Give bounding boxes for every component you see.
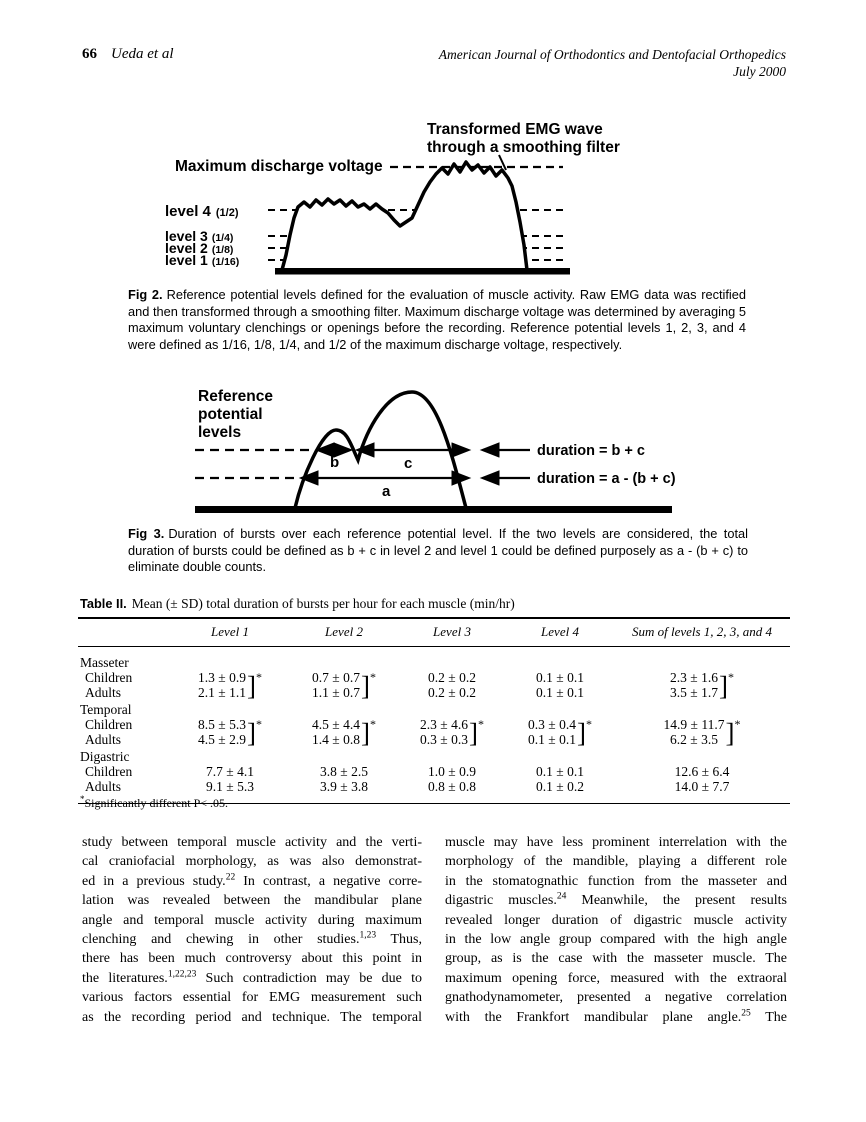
label-b: b bbox=[330, 454, 340, 471]
text-line: as the recording period and technique. The temporal bbox=[82, 1009, 422, 1025]
text-line: ed in a previous study.$^{22}$ In contrast, a negative corre- bbox=[82, 872, 422, 889]
fig3-caption-text: Duration of bursts over each reference potential level. If the two levels are considered, the total duration of bursts could be defined as b + c in level 2 and level 1 could be defined purposely as a - (b + c) to eliminate double counts. bbox=[128, 526, 748, 575]
fig3-caption-label: Fig 3. bbox=[128, 526, 165, 541]
table-row-digastric bbox=[78, 765, 790, 794]
text-line: various factors essential for EMG measurement such bbox=[82, 990, 422, 1006]
label-c: c bbox=[404, 455, 413, 472]
table-cell: 14.9 ± 11.7 6.2 ± 3.5 ] * bbox=[663, 716, 741, 748]
level2-label: level 2 (1/8) bbox=[165, 240, 234, 256]
significance-bracket: ] * bbox=[576, 716, 592, 748]
table-cell: 0.1 ± 0.1 0.1 ± 0.2 bbox=[536, 764, 584, 794]
column-header-level4: Level 4 bbox=[541, 624, 579, 639]
page-number: 66 bbox=[82, 46, 97, 62]
significance-bracket: ] * bbox=[725, 716, 741, 748]
table-cell: 2.3 ± 1.6 3.5 ± 1.7 ] * bbox=[670, 669, 734, 701]
running-author: Ueda et al bbox=[111, 46, 174, 62]
duration-top-label: duration = b + c bbox=[537, 443, 645, 459]
fig3-baseline bbox=[195, 506, 672, 513]
table-cell: 1.3 ± 0.9 2.1 ± 1.1 ] * bbox=[198, 669, 262, 701]
fig3-axis-label-line3: levels bbox=[198, 424, 242, 441]
fig2-caption-text: Reference potential levels defined for the evaluation of muscle activity. Raw EMG data was rectified and then transformed through a smoothing filter. Maximum discharge voltage was determined by averaging 5 maximum voluntary clenchings or openings before the recording. Reference potential levels 1, 2, 3, and 4 were defined as 1/16, 1/8, 1/4, and 1/2 of the maximum discharge voltage, respectively. bbox=[128, 287, 747, 352]
table-cell: 0.7 ± 0.7 1.1 ± 0.7 ] * bbox=[312, 669, 376, 701]
table-2 bbox=[78, 617, 790, 804]
label-a: a bbox=[382, 483, 391, 500]
significance-bracket: ] * bbox=[246, 669, 262, 701]
fig2-max-label: Maximum discharge voltage bbox=[175, 158, 383, 175]
table-cell: 1.0 ± 0.9 0.8 ± 0.8 bbox=[428, 764, 476, 794]
fig2-caption-label: Fig 2. bbox=[128, 287, 163, 302]
muscle-group-label-temporal: Temporal bbox=[80, 702, 132, 717]
text-line: cal craniofacial morphology, as was also demonstrat- bbox=[82, 854, 422, 870]
table-cell: 4.5 ± 4.4 1.4 ± 0.8 ] * bbox=[312, 716, 376, 748]
fig3-diagram bbox=[190, 383, 690, 525]
text-line: in the low angle group compared with the high angle bbox=[445, 932, 787, 948]
table-cell: 12.6 ± 6.4 14.0 ± 7.7 bbox=[674, 764, 730, 794]
table-row-temporal bbox=[78, 718, 790, 747]
table-cell: 0.1 ± 0.1 0.1 ± 0.1 bbox=[536, 670, 584, 700]
text-line: morphology of the mandible, playing a different role bbox=[445, 854, 787, 870]
journal-title: American Journal of Orthodontics and Dentofacial Orthopedics bbox=[438, 47, 786, 62]
fig2-baseline bbox=[275, 268, 570, 275]
text-line: maximum opening force, measured with the extraoral bbox=[445, 970, 787, 986]
table-row-masseter bbox=[78, 671, 790, 700]
body-right-column bbox=[445, 833, 787, 1027]
table-cell: 8.5 ± 5.3 4.5 ± 2.9 ] * bbox=[198, 716, 262, 748]
column-header-sum: Sum of levels 1, 2, 3, and 4 bbox=[631, 624, 773, 639]
text-line: lation was revealed between the mandibular plane bbox=[82, 893, 422, 909]
muscle-group-label-masseter: Masseter bbox=[80, 655, 129, 670]
text-line: there has been much controversy about this point in bbox=[82, 951, 422, 967]
body-left-column bbox=[82, 833, 422, 1027]
level4-label: level 4 (1/2) bbox=[165, 203, 239, 220]
text-line: gnathodynamometer, presented a negative correlation bbox=[445, 990, 787, 1006]
column-header-level1: Level 1 bbox=[211, 624, 249, 639]
table-header-row bbox=[78, 619, 790, 647]
text-line: clenching and chewing in other studies.$^{1,23}$ Thus, bbox=[82, 930, 423, 948]
running-header-left bbox=[82, 46, 173, 63]
level3-label: level 3 (1/4) bbox=[165, 228, 234, 244]
text-line: digastric muscles.$^{24}$ Meanwhile, the present results bbox=[445, 891, 788, 909]
issue-date: July 2000 bbox=[733, 64, 786, 79]
row-label-children: Children bbox=[85, 764, 133, 779]
text-line: angle and temporal muscle activity during maximum bbox=[82, 912, 422, 928]
footnote-text: Significantly different P< .05. bbox=[84, 796, 229, 810]
fig2-diagram bbox=[150, 110, 670, 282]
table-footnote bbox=[80, 796, 228, 811]
table-body bbox=[78, 647, 790, 803]
table-cell: 3.8 ± 2.5 3.9 ± 3.8 bbox=[320, 764, 368, 794]
level1-label: level 1 (1/16) bbox=[165, 252, 240, 268]
significance-bracket: ] * bbox=[246, 716, 262, 748]
text-line: group, as is the case with the masseter muscle. The bbox=[445, 951, 787, 967]
table-cell: 2.3 ± 4.6 0.3 ± 0.3 ] * bbox=[420, 716, 484, 748]
significance-bracket: ] * bbox=[360, 669, 376, 701]
text-line: with the Frankfort mandibular plane angle.$^{25}$ The bbox=[445, 1008, 787, 1025]
text-line: in the stomatognathic function from the masseter and bbox=[445, 873, 787, 889]
row-label-adults: Adults bbox=[85, 778, 122, 794]
column-header-level2: Level 2 bbox=[325, 624, 363, 639]
table-title-label: Table II. bbox=[80, 596, 127, 611]
table-title bbox=[80, 596, 515, 612]
text-line: revealed longer duration of digastric muscle activity bbox=[445, 912, 787, 928]
fig2-annotation-line1: Transformed EMG wave bbox=[427, 121, 603, 138]
duration-bottom-label: duration = a - (b + c) bbox=[537, 471, 676, 487]
table-cell: 0.3 ± 0.4 0.1 ± 0.1 ] * bbox=[528, 716, 592, 748]
table-title-text: Mean (± SD) total duration of bursts per hour for each muscle (min/hr) bbox=[131, 596, 515, 611]
footnote-star: * bbox=[80, 794, 85, 804]
fig3-axis-label-line1: Reference bbox=[198, 388, 273, 405]
table-cell: 0.2 ± 0.2 0.2 ± 0.2 bbox=[428, 670, 476, 700]
row-label-adults: Adults bbox=[85, 684, 122, 700]
significance-bracket: ] * bbox=[360, 716, 376, 748]
significance-bracket: ] * bbox=[718, 669, 734, 701]
column-header-level3: Level 3 bbox=[433, 624, 471, 639]
muscle-group-label-digastric: Digastric bbox=[80, 749, 130, 764]
text-line: muscle may have less prominent interrelation with the bbox=[445, 835, 787, 850]
significance-bracket: ] * bbox=[468, 716, 484, 748]
fig3-axis-label-line2: potential bbox=[198, 406, 263, 423]
fig2-caption bbox=[128, 287, 746, 353]
text-line: the literatures.$^{1,22,23}$ Such contradiction may be due to bbox=[82, 969, 422, 986]
fig3-caption bbox=[128, 526, 748, 576]
row-label-adults: Adults bbox=[85, 731, 122, 747]
fig2-annotation-line2: through a smoothing filter bbox=[427, 139, 620, 156]
row-label-children: Children bbox=[85, 670, 133, 685]
running-header-right bbox=[439, 46, 786, 80]
text-line: study between temporal muscle activity and the verti- bbox=[82, 835, 422, 850]
row-label-children: Children bbox=[85, 717, 133, 732]
emg-wave bbox=[282, 162, 527, 270]
table-cell: 7.7 ± 4.1 9.1 ± 5.3 bbox=[206, 764, 254, 794]
